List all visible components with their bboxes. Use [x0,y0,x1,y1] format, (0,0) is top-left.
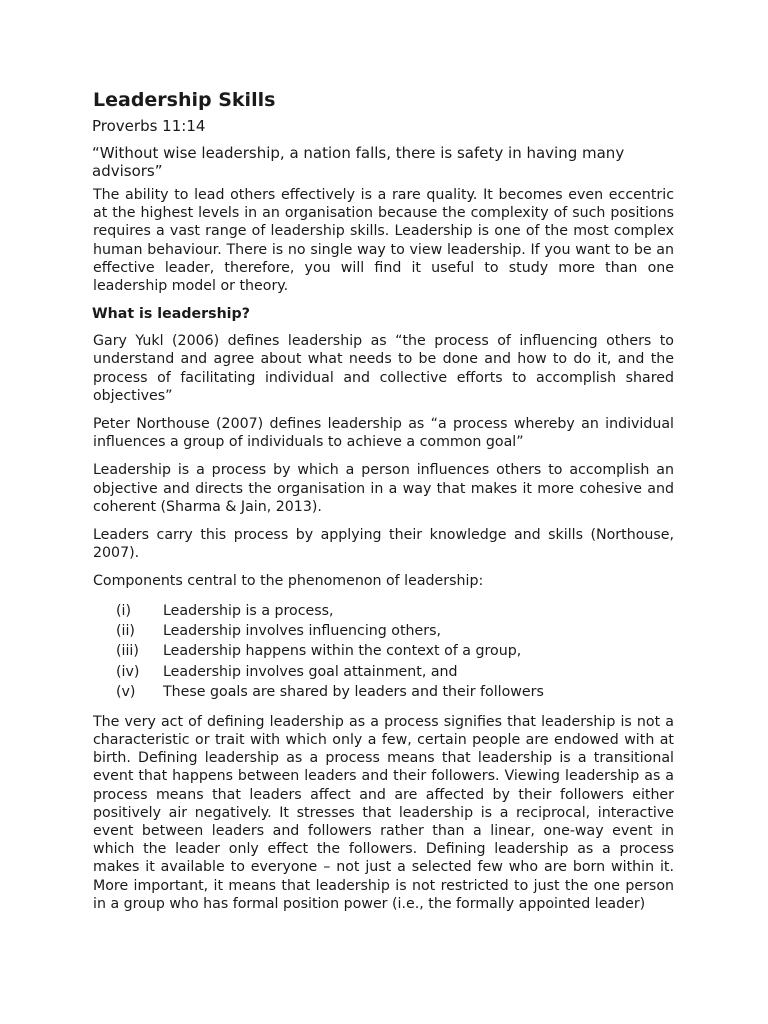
scripture-quote: “Without wise leadership, a nation falls, there is safety in having many advisors” [92,144,625,180]
list-item-number: (iii) [116,643,139,660]
list-item-text: These goals are shared by leaders and their followers [163,684,544,701]
list-item [92,641,674,661]
list-item-number: (iv) [116,663,140,680]
list-item-text: Leadership happens within the context of a group, [163,643,522,660]
scripture-reference: Proverbs 11:14 [92,117,206,135]
process-significance-paragraph: The very act of defining leadership as a process signifies that leadership is not a characteristic or trait with which only a few, certain people are endowed with at birth. Defining leadership as a process means that leadership is a transitional event that happens between leaders and their followers. Viewing leadership as a process means that leaders affect and are affected by their followers either positively air negatively. It stresses that leadership is a reciprocal, interactive event between leaders and followers rather than a linear, one-way event in which the leader only effect the followers. Defining leadership as a process makes it available to everyone – not just a selected few who are born within it. More important, it means that leadership is not restricted to just the one person in a group who has formal position power (i.e., the formally appointed leader) [93,713,674,912]
components-list [92,601,674,703]
list-item-number: (i) [116,602,132,619]
list-item-number: (v) [116,684,136,701]
section-heading: What is leadership? [92,306,250,323]
components-intro: Components central to the phenomenon of leadership: [93,573,484,590]
document-page [92,88,674,923]
list-item-text: Leadership involves goal attainment, and [163,663,458,680]
list-item [92,601,674,621]
list-item [92,662,674,682]
list-item-number: (ii) [116,623,135,640]
list-item-text: Leadership involves influencing others, [163,623,441,640]
intro-paragraph: The ability to lead others effectively is a rare quality. It becomes even eccentric at the highest levels in an organisation because the complexity of such positions requires a vast range of leadership skills. Leadership is one of the most complex human behaviour. There is no single way to view leadership. If you want to be an effective leader, therefore, you will find it useful to study more than one leadership model or theory. [93,187,674,295]
list-item [92,682,674,702]
yukl-definition-paragraph: Gary Yukl (2006) defines leadership as “the process of influencing others to understand and agree about what needs to be done and how to do it, and the process of facilitating individual and collective efforts to accomplish shared objectives” [93,333,674,404]
carry-process-paragraph: Leaders carry this process by applying their knowledge and skills (Northouse, 2007). [93,527,674,562]
document-title: Leadership Skills [93,89,276,111]
process-paragraph: Leadership is a process by which a person influences others to accomplish an objective and directs the organisation in a way that makes it more cohesive and coherent (Sharma & Jain, 2013). [93,462,674,515]
list-item [92,621,674,641]
northouse-definition-paragraph: Peter Northouse (2007) defines leadership as “a process whereby an individual influences a group of individuals to achieve a common goal” [93,416,674,451]
list-item-text: Leadership is a process, [163,602,334,619]
